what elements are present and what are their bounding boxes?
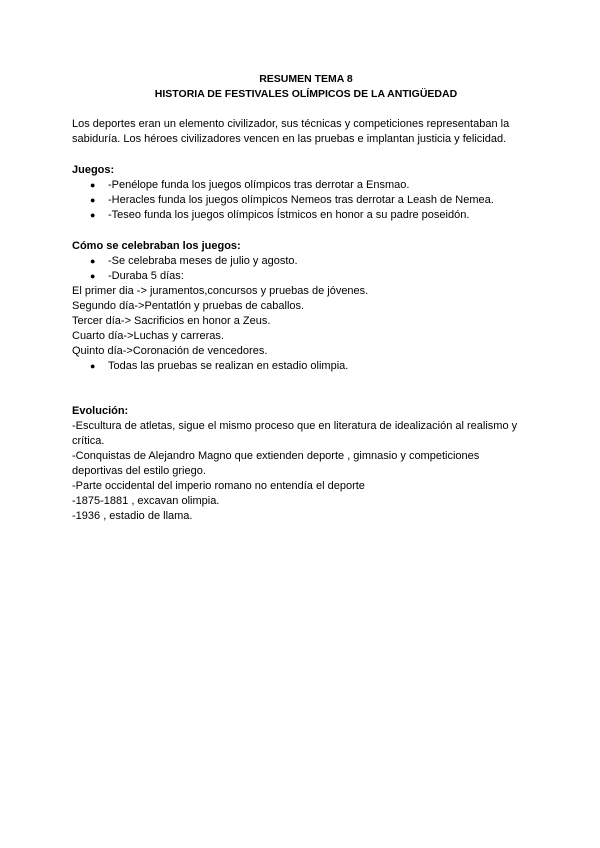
evolucion-line: -Parte occidental del imperio romano no entendía el deporte	[72, 480, 365, 492]
bullet-icon: ●	[90, 195, 96, 205]
document-title	[80, 72, 532, 102]
intro-paragraph: Los deportes eran un elemento civilizador, sus técnicas y competiciones representaban la sabiduría. Los héroes civilizadores vencen en las pruebas e implantan justicia y felicidad.	[72, 118, 510, 145]
bullet-icon: ●	[90, 271, 96, 281]
juegos-list	[72, 178, 532, 223]
juegos-heading: Juegos:	[72, 164, 115, 176]
list-item: ● -Penélope funda los juegos olímpicos tras derrotar a Ensmao.	[90, 179, 410, 191]
celebracion-list	[72, 254, 532, 284]
evolucion-line: -1875-1881 , excavan olimpia.	[72, 495, 220, 507]
bullet-icon: ●	[90, 210, 96, 220]
bullet-icon: ●	[90, 256, 96, 266]
list-item: ● -Teseo funda los juegos olímpicos Ístmicos en honor a su padre poseidón.	[90, 209, 470, 221]
title-line-1: RESUMEN TEMA 8	[259, 73, 353, 85]
day-line: Tercer día-> Sacrificios en honor a Zeus.	[72, 315, 271, 327]
bullet-icon: ●	[90, 180, 96, 190]
evolucion-line: -Conquistas de Alejandro Magno que extienden deporte , gimnasio y competiciones deportivas del estilo griego.	[72, 450, 480, 477]
day-line: El primer dia -> juramentos,concursos y pruebas de jóvenes.	[72, 285, 369, 297]
day-line: Cuarto día->Luchas y carreras.	[72, 330, 224, 342]
list-item: ● -Heracles funda los juegos olímpicos Nemeos tras derrotar a Leash de Nemea.	[90, 194, 494, 206]
day-line: Segundo día->Pentatlón y pruebas de caballos.	[72, 300, 305, 312]
list-item: ● Todas las pruebas se realizan en estadio olimpia.	[90, 360, 349, 372]
estadio-list	[72, 359, 532, 374]
celebracion-heading: Cómo se celebraban los juegos:	[72, 240, 241, 252]
bullet-icon: ●	[90, 361, 96, 371]
list-item: ● -Duraba 5 días:	[90, 270, 184, 282]
day-line: Quinto día->Coronación de vencedores.	[72, 345, 268, 357]
evolucion-heading: Evolución:	[72, 405, 129, 417]
list-item: ● -Se celebraba meses de julio y agosto.	[90, 255, 298, 267]
document-page	[72, 72, 532, 524]
evolucion-line: -Escultura de atletas, sigue el mismo proceso que en literatura de idealización al realismo y crítica.	[72, 420, 518, 447]
title-line-2: HISTORIA DE FESTIVALES OLÍMPICOS DE LA ANTIGÜEDAD	[154, 88, 458, 100]
evolucion-line: -1936 , estadio de llama.	[72, 510, 193, 522]
